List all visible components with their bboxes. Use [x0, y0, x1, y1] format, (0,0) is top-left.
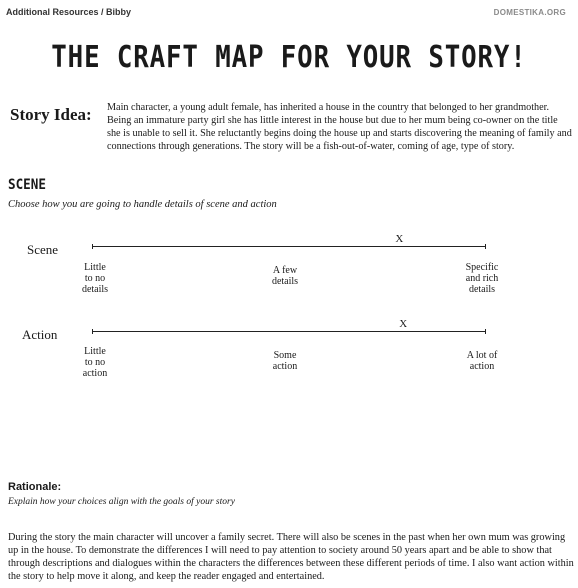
- scale-line: [92, 331, 486, 332]
- site-name: DOMESTIKA.ORG: [493, 8, 566, 17]
- rationale-heading: Rationale:: [8, 481, 62, 493]
- scale-option-mid: A few details: [271, 265, 299, 287]
- scale-option-low: Little to no details: [81, 262, 109, 295]
- scale-tick-right: [485, 244, 486, 249]
- scene-section-heading: SCENE: [8, 177, 46, 193]
- scale-label: Action: [22, 327, 58, 342]
- scale-option-high: A lot of action: [466, 350, 498, 372]
- scale-option-mid: Some action: [272, 350, 298, 372]
- story-idea-text: Main character, a young adult female, has inherited a house in the country that belonged to her grandmother. Being an immature party girl she has little interest in the house but due to her mum being co-owner on the title she is unable to sell it. She reluctantly begins doing the house up and starts discovering the meaning of family and connections through generations. The story will be a fish-out-of-water, coming of age, type of story.: [107, 102, 572, 152]
- scale-option-high: Specific and rich details: [465, 262, 499, 295]
- scale-line: [92, 246, 486, 247]
- breadcrumb: Additional Resources / Bibby: [6, 7, 132, 17]
- scale-marker: X: [399, 318, 408, 330]
- rationale-text: During the story the main character will uncover a family secret. There will also be scenes in the past when her own mum was growing up in the house. To demonstrate the differences I will need to pay attention to society around 50 years apart and be able to show that through descriptions and dialogues within the characters the differences between these different periods of time. I also want action within the story to help move it along, and keep the reader engaged and entertained.: [8, 532, 574, 582]
- page-title: THE CRAFT MAP FOR YOUR STORY!: [51, 40, 527, 75]
- scale-marker: X: [395, 233, 404, 245]
- scale-tick-left: [92, 329, 93, 334]
- story-idea-label: Story Idea:: [10, 105, 92, 124]
- scale-tick-right: [485, 329, 486, 334]
- scale-label: Scene: [27, 242, 59, 257]
- rationale-subtitle: Explain how your choices align with the goals of your story: [8, 497, 235, 507]
- scale-option-low: Little to no action: [82, 346, 108, 379]
- scene-section-subtitle: Choose how you are going to handle details of scene and action: [8, 199, 277, 210]
- scale-tick-left: [92, 244, 93, 249]
